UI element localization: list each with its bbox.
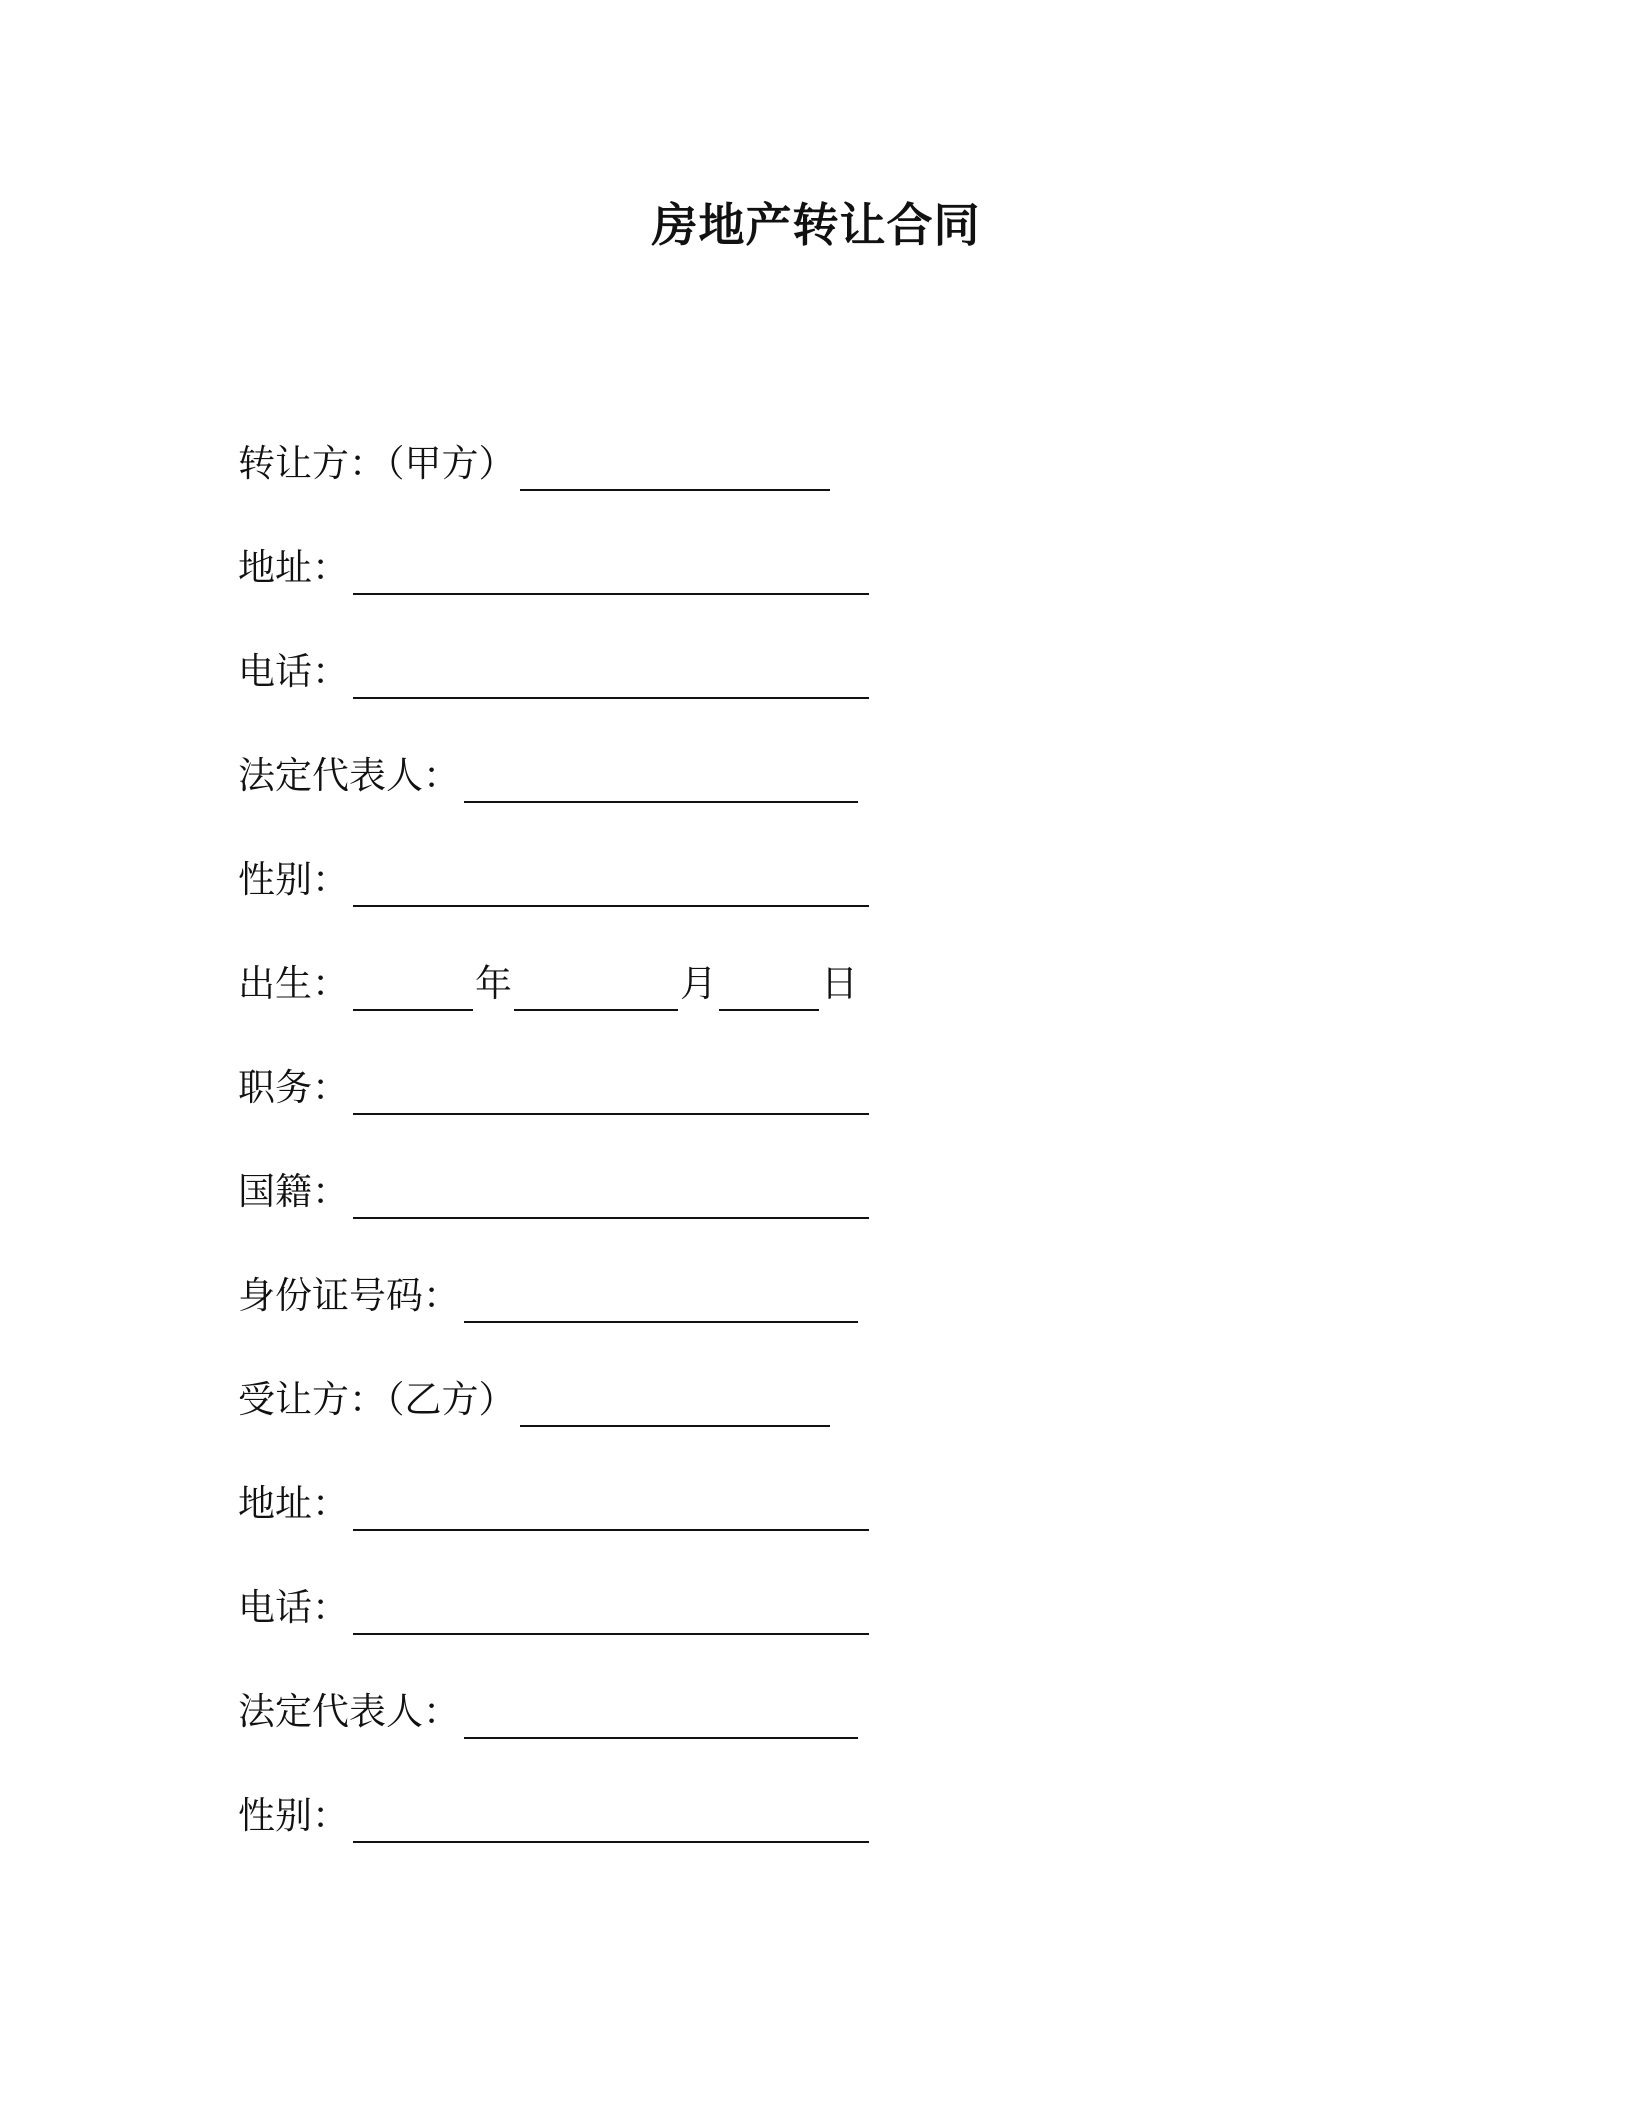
party-a-gender-row (238, 828, 1338, 932)
party-b-address-blank[interactable] (353, 1489, 869, 1531)
party-a-gender-blank[interactable] (353, 865, 869, 907)
party-a-gender-label: 性别： (238, 858, 349, 901)
party-a-birth-row (238, 932, 1338, 1036)
party-a-nationality-blank[interactable] (353, 1177, 869, 1219)
party-a-nationality-label: 国籍： (238, 1170, 349, 1213)
party-a-id-number-label: 身份证号码： (238, 1274, 460, 1317)
party-a-phone-label: 电话： (238, 650, 349, 693)
party-a-id-number-row (238, 1244, 1338, 1348)
party-b-address-row (238, 1452, 1338, 1556)
party-a-nationality-row (238, 1140, 1338, 1244)
party-a-phone-blank[interactable] (353, 657, 869, 699)
party-b-gender-label: 性别： (238, 1794, 349, 1837)
party-b-legal-rep-row (238, 1660, 1338, 1764)
party-b-label: 受让方：（乙方） (238, 1378, 516, 1421)
form-fields (238, 412, 1338, 1868)
party-a-address-row (238, 516, 1338, 620)
party-a-phone-row (238, 620, 1338, 724)
birth-year-blank[interactable] (353, 969, 473, 1011)
party-b-gender-blank[interactable] (353, 1801, 869, 1843)
party-a-id-number-blank[interactable] (464, 1281, 858, 1323)
birth-day-unit: 日 (821, 962, 858, 1005)
birth-month-blank[interactable] (514, 969, 678, 1011)
party-b-gender-row (238, 1764, 1338, 1868)
party-a-row (238, 412, 1338, 516)
party-b-legal-rep-label: 法定代表人： (238, 1690, 460, 1733)
party-b-legal-rep-blank[interactable] (464, 1697, 858, 1739)
party-b-address-label: 地址： (238, 1482, 349, 1525)
party-b-phone-label: 电话： (238, 1586, 349, 1629)
party-a-birth-label: 出生： (238, 962, 349, 1005)
party-a-legal-rep-blank[interactable] (464, 761, 858, 803)
document-title: 房地产转让合同 (651, 198, 981, 252)
party-a-address-blank[interactable] (353, 553, 869, 595)
party-a-position-blank[interactable] (353, 1073, 869, 1115)
party-a-position-label: 职务： (238, 1066, 349, 1109)
party-a-address-label: 地址： (238, 546, 349, 589)
party-a-blank[interactable] (520, 449, 830, 491)
party-a-label: 转让方：（甲方） (238, 442, 516, 485)
party-b-blank[interactable] (520, 1385, 830, 1427)
party-a-position-row (238, 1036, 1338, 1140)
birth-day-blank[interactable] (719, 969, 819, 1011)
party-b-phone-blank[interactable] (353, 1593, 869, 1635)
party-a-legal-rep-row (238, 724, 1338, 828)
party-b-phone-row (238, 1556, 1338, 1660)
party-b-row (238, 1348, 1338, 1452)
birth-month-unit: 月 (680, 962, 717, 1005)
party-a-legal-rep-label: 法定代表人： (238, 754, 460, 797)
birth-year-unit: 年 (475, 962, 512, 1005)
